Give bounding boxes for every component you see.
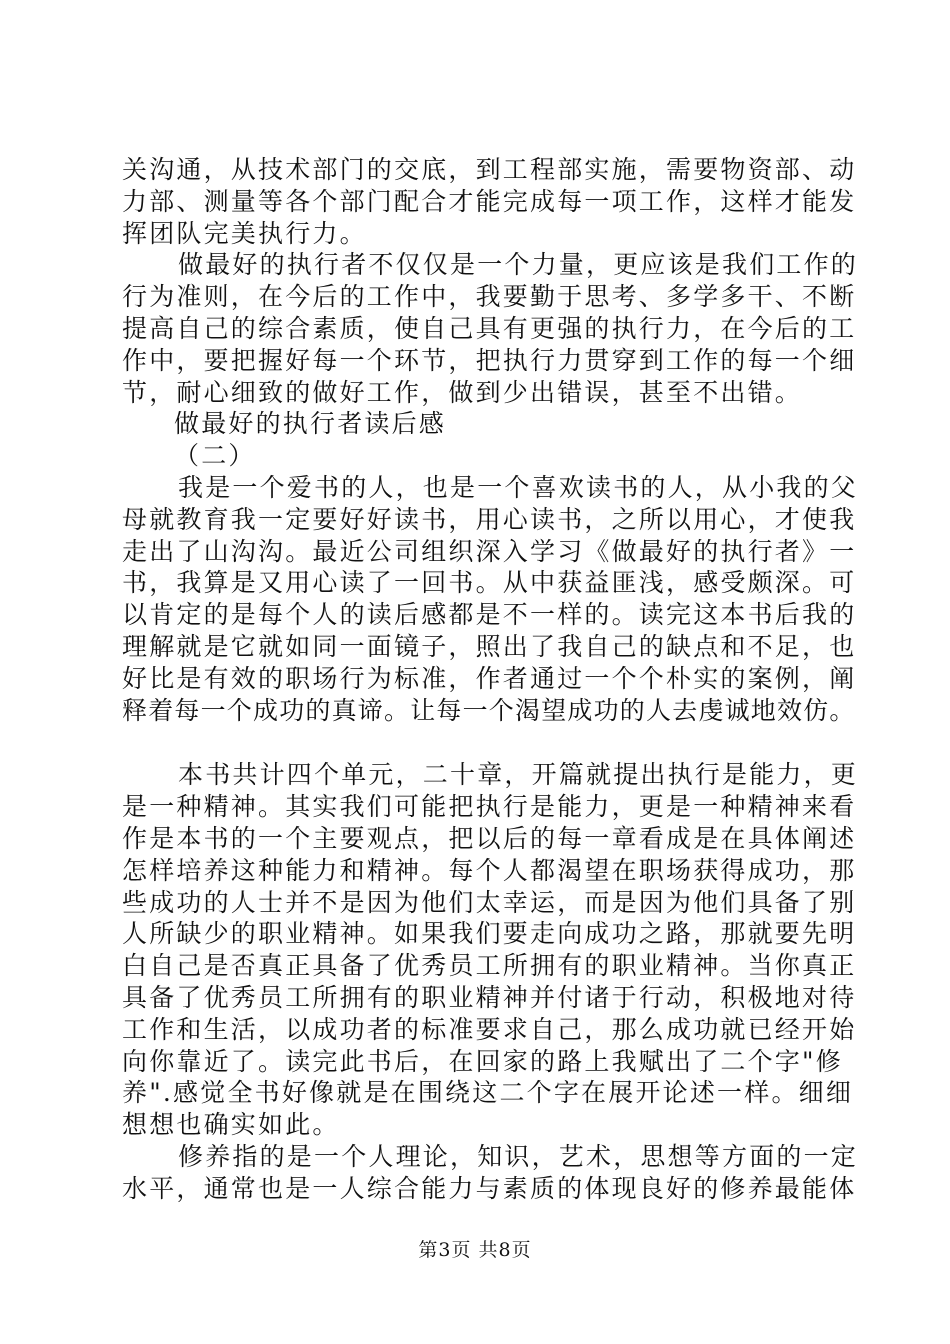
paragraph <box>122 154 857 249</box>
text-line: 养".感觉全书好像就是在围绕这二个字在展开论述一样。细细 <box>122 1078 854 1108</box>
text-line: 水平，通常也是一人综合能力与素质的体现良好的修养最能体 <box>122 1173 857 1203</box>
text-line: 些成功的人士并不是因为他们太幸运，而是因为他们具备了别 <box>122 887 857 917</box>
text-line: 挥团队完美执行力。 <box>122 218 367 248</box>
document-body <box>122 154 859 1205</box>
text-line: 书，我算是又用心读了一回书。从中获益匪浅，感受颇深。可 <box>122 568 857 598</box>
page-indicator: 第3页 共8页 <box>418 1239 532 1261</box>
text-line: 本书共计四个单元，二十章，开篇就提出执行是能力，更 <box>178 760 859 790</box>
text-line: 关沟通，从技术部门的交底，到工程部实施，需要物资部、动 <box>122 155 857 184</box>
paragraph <box>122 472 859 726</box>
subheading-text: （二） <box>174 441 256 471</box>
text-line: 是一种精神。其实我们可能把执行是能力，更是一种精神来看 <box>122 792 857 822</box>
text-line: 作是本书的一个主要观点，把以后的每一章看成是在具体阐述 <box>122 823 857 853</box>
text-line: 怎样培养这种能力和精神。每个人都渴望在职场获得成功，那 <box>122 855 857 885</box>
text-line: 具备了优秀员工所拥有的职业精神并付诸于行动，积极地对待 <box>122 982 857 1012</box>
page-footer <box>0 1238 950 1262</box>
paragraph <box>122 249 859 408</box>
text-line: 工作和生活，以成功者的标准要求自己，那么成功就已经开始 <box>122 1014 857 1044</box>
text-line: 以肯定的是每个人的读后感都是不一样的。读完这本书后我的 <box>122 600 857 630</box>
paragraph <box>122 759 859 1141</box>
text-line: 想想也确实如此。 <box>122 1110 340 1140</box>
text-line: 人所缺少的职业精神。如果我们要走向成功之路，那就要先明 <box>122 919 857 949</box>
paragraph <box>122 1141 859 1205</box>
text-line: 释着每一个成功的真谛。让每一个渴望成功的人去虔诚地效仿。 <box>122 695 856 725</box>
blank-line <box>122 726 834 759</box>
text-line: 力部、测量等各个部门配合才能完成每一项工作，这样才能发 <box>122 186 857 216</box>
text-line: 好比是有效的职场行为标准，作者通过一个个朴实的案例，阐 <box>122 663 857 693</box>
text-line: 作中，要把握好每一个环节，把执行力贯穿到工作的每一个细 <box>122 345 857 375</box>
text-line: 行为准则，在今后的工作中，我要勤于思考、多学多干、不断 <box>122 282 857 312</box>
text-line: 走出了山沟沟。最近公司组织深入学习《做最好的执行者》一 <box>122 536 857 566</box>
text-line: 提高自己的综合素质，使自己具有更强的执行力，在今后的工 <box>122 313 857 343</box>
text-line: 我是一个爱书的人，也是一个喜欢读书的人，从小我的父 <box>178 472 859 502</box>
text-line: 向你靠近了。读完此书后，在回家的路上我赋出了二个字"修 <box>122 1046 843 1076</box>
text-line: 理解就是它就如同一面镜子，照出了我自己的缺点和不足，也 <box>122 631 857 661</box>
text-line: 白自己是否真正具备了优秀员工所拥有的职业精神。当你真正 <box>122 951 857 981</box>
text-line: 节，耐心细致的做好工作，做到少出错误，甚至不出错。 <box>122 377 803 407</box>
text-line: 修养指的是一个人理论，知识，艺术，思想等方面的一定 <box>178 1141 859 1171</box>
heading-text: 做最好的执行者读后感 <box>174 409 447 439</box>
text-line: 做最好的执行者不仅仅是一个力量，更应该是我们工作的 <box>178 250 859 280</box>
section-subheading <box>122 440 834 472</box>
text-line: 母就教育我一定要好好读书，用心读书，之所以用心，才使我 <box>122 504 857 534</box>
section-heading <box>122 408 834 440</box>
